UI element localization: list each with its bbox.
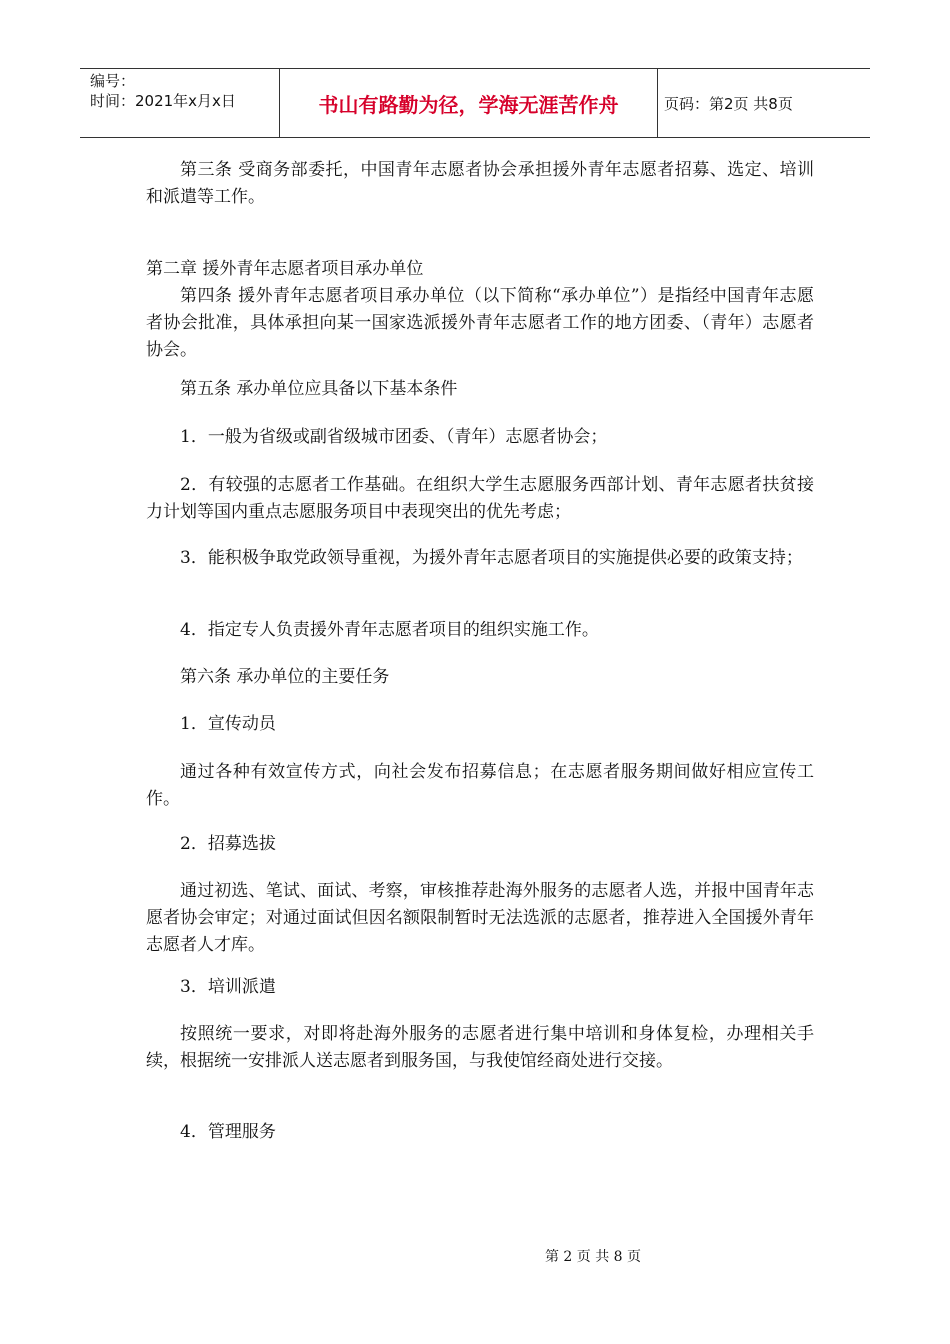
paragraph-article-4: 第四条 援外青年志愿者项目承办单位（以下简称“承办单位”）是指经中国青年志愿者协会批准，具体承担向某一国家选派援外青年志愿者工作的地方团委、（青年）志愿者协会。 xyxy=(146,286,814,360)
task-heading-4: 4．管理服务 xyxy=(180,1122,276,1142)
list-item-5-2: 2．有较强的志愿者工作基础。在组织大学生志愿服务西部计划、青年志愿者扶贫接力计划等国内重点志愿服务项目中表现突出的优先考虑； xyxy=(146,475,814,522)
task-heading-2: 2．招募选拔 xyxy=(180,834,276,854)
document-time-label: 时间：2021年x月x日 xyxy=(90,92,236,110)
document-number-label: 编号： xyxy=(90,72,136,90)
chapter-2-heading: 第二章 援外青年志愿者项目承办单位 xyxy=(146,259,424,279)
header-motto: 书山有路勤为径，学海无涯苦作舟 xyxy=(280,69,658,137)
paragraph-article-5: 第五条 承办单位应具备以下基本条件 xyxy=(180,379,458,399)
header-meta xyxy=(80,69,280,137)
task-heading-1: 1．宣传动员 xyxy=(180,714,276,734)
list-item-5-1: 1．一般为省级或副省级城市团委、（青年）志愿者协会； xyxy=(180,427,608,447)
paragraph-article-6: 第六条 承办单位的主要任务 xyxy=(180,667,390,687)
paragraph-article-3: 第三条 受商务部委托，中国青年志愿者协会承担援外青年志愿者招募、选定、培训和派遣等工作。 xyxy=(146,160,814,207)
list-item-5-3: 3．能积极争取党政领导重视，为援外青年志愿者项目的实施提供必要的政策支持； xyxy=(180,548,803,568)
task-text-3: 按照统一要求，对即将赴海外服务的志愿者进行集中培训和身体复检，办理相关手续，根据统一安排派人送志愿者到服务国，与我使馆经商处进行交接。 xyxy=(146,1024,814,1071)
page-footer: 第 2 页 共 8 页 xyxy=(544,1249,642,1265)
header-page-info: 页码：第2页 共8页 xyxy=(664,94,793,113)
task-text-2: 通过初选、笔试、面试、考察，审核推荐赴海外服务的志愿者人选，并报中国青年志愿者协会审定；对通过面试但因名额限制暂时无法选派的志愿者，推荐进入全国援外青年志愿者人才库。 xyxy=(146,881,814,955)
task-text-1: 通过各种有效宣传方式，向社会发布招募信息；在志愿者服务期间做好相应宣传工作。 xyxy=(146,762,814,809)
list-item-5-4: 4．指定专人负责援外青年志愿者项目的组织实施工作。 xyxy=(180,620,599,640)
task-heading-3: 3．培训派遣 xyxy=(180,977,276,997)
page-header xyxy=(80,68,870,138)
